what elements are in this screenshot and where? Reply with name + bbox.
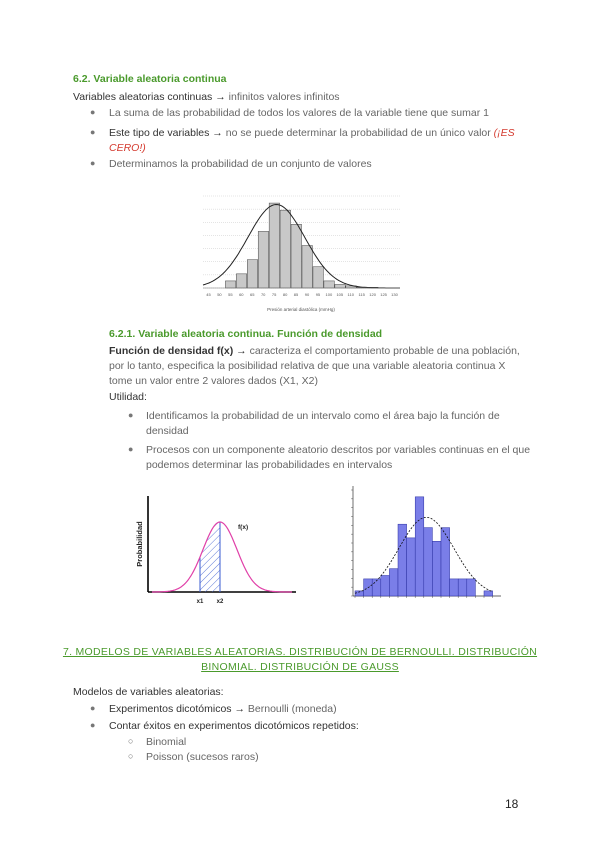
histogram-bar xyxy=(432,541,441,596)
y-axis-label: Probabilidad xyxy=(135,521,144,567)
x-tick-label: 45 xyxy=(206,292,211,297)
histogram-bar xyxy=(389,569,398,596)
x-tick-label: 65 xyxy=(250,292,255,297)
bullet-dot: ● xyxy=(90,107,96,117)
section-title-6-2-1: 6.2.1. Variable aleatoria continua. Función de densidad xyxy=(109,328,383,340)
definition-bold: Función de densidad f(x) → xyxy=(109,345,247,357)
histogram-bar xyxy=(225,281,235,288)
bullet-bold: Este tipo de variables → xyxy=(109,127,223,139)
x-tick-label: 50 xyxy=(217,292,222,297)
intro-bold: Variables aleatorias continuas → xyxy=(73,91,226,103)
bullet-dot: ● xyxy=(90,158,96,168)
histogram-bar xyxy=(280,210,290,288)
bullet-dot: ● xyxy=(128,410,134,420)
sub-bullet-circle: ○ xyxy=(128,736,134,746)
histogram-bar xyxy=(467,579,476,596)
histogram-bar xyxy=(458,579,467,596)
section7-intro: Modelos de variables aleatorias: xyxy=(73,686,224,698)
x-axis-label: Presión arterial diastólica (mmHg) xyxy=(267,307,335,312)
x-tick-label: 100 xyxy=(325,292,333,297)
x-tick-label: 75 xyxy=(271,292,277,297)
intro-rest: infinitos valores infinitos xyxy=(225,91,340,103)
x-tick-label: 60 xyxy=(239,292,244,297)
section-title-6-2: 6.2. Variable aleatoria continua xyxy=(73,73,227,85)
definition-paragraph xyxy=(109,344,529,389)
x1-label: x1 xyxy=(196,599,204,605)
histogram-bar xyxy=(450,579,459,596)
histogram-bar xyxy=(236,274,246,288)
x-tick-label: 120 xyxy=(369,292,376,297)
x-tick-label: 90 xyxy=(304,292,310,297)
histogram-bar xyxy=(247,260,257,288)
subitem-poisson: Poisson (sucesos raros) xyxy=(146,751,259,763)
density-chart xyxy=(132,488,300,608)
bullet-dot: ● xyxy=(90,720,96,730)
histogram-bar xyxy=(424,528,433,596)
histogram-bar xyxy=(484,591,493,596)
intro-line xyxy=(73,90,340,105)
bullet-dot: ● xyxy=(90,127,96,137)
x-tick-label: 80 xyxy=(282,292,288,297)
item-contar-exitos: Contar éxitos en experimentos dicotómicos repetidos: xyxy=(109,720,359,732)
histogram-bar xyxy=(335,284,345,288)
x-tick-label: 110 xyxy=(347,292,354,297)
bullet-6-2-2 xyxy=(109,126,529,156)
item-rest: Bernoulli (moneda) xyxy=(244,703,337,715)
x2-label: x2 xyxy=(216,599,224,605)
bullet-6-2-1-b: Procesos con un componente aleatorio descritos por variables continuas en el que podemos determinar las probabilidades en intervalos xyxy=(146,444,531,471)
x-tick-label: 85 xyxy=(293,292,299,297)
x-tick-label: 130 xyxy=(391,292,398,297)
subitem-binomial: Binomial xyxy=(146,736,187,748)
utilidad-label: Utilidad: xyxy=(109,391,147,403)
x-tick-label: 125 xyxy=(380,292,387,297)
bullet-6-2-3: Determinamos la probabilidad de un conjunto de valores xyxy=(109,158,372,170)
bullet-dot: ● xyxy=(90,703,96,713)
bullet-dot: ● xyxy=(128,444,134,454)
item-bernoulli xyxy=(109,702,337,717)
bullet-6-2-1-a: Identificamos la probabilidad de un intervalo como el área bajo la función de densidad xyxy=(146,410,500,437)
histogram-chart xyxy=(195,188,405,316)
x-tick-label: 55 xyxy=(228,292,233,297)
histogram-bar xyxy=(381,575,390,596)
histogram-bar xyxy=(291,224,301,288)
x-tick-label: 70 xyxy=(260,292,266,297)
bullet-rest: no se puede determinar la probabilidad de un único valor xyxy=(222,127,494,139)
item-bold: Experimentos dicotómicos → xyxy=(109,703,245,715)
histogram-bar xyxy=(324,281,334,288)
histogram-bar xyxy=(415,497,424,596)
histogram-bar xyxy=(398,524,407,596)
x-tick-label: 95 xyxy=(315,292,321,297)
curve-label: f(x) xyxy=(238,524,249,531)
section-title-7-line2: BINOMIAL. DISTRIBUCIÓN DE GAUSS xyxy=(201,661,399,673)
histogram-bar xyxy=(269,203,279,288)
density-curve xyxy=(152,522,292,592)
histogram-bar xyxy=(407,538,416,596)
bullet-6-2-1: La suma de las probabilidad de todos los valores de la variable tiene que sumar 1 xyxy=(109,107,489,119)
x-tick-label: 115 xyxy=(358,292,365,297)
sub-bullet-circle: ○ xyxy=(128,751,134,761)
histogram-bar xyxy=(302,246,312,288)
x-tick-label: 105 xyxy=(336,292,344,297)
histogram-bar xyxy=(441,528,450,596)
histogram-bar xyxy=(313,267,323,288)
bullet-red-note: (¡ES CERO!) xyxy=(109,127,515,154)
histogram-bar xyxy=(258,231,268,288)
frequency-histogram xyxy=(335,480,503,612)
section-title-7-line1: 7. MODELOS DE VARIABLES ALEATORIAS. DISTRIBUCIÓN DE BERNOULLI. DISTRIBUCIÓN xyxy=(62,646,538,658)
definition-rest: caracteriza el comportamiento probable de una población, por lo tanto, especifica la posibilidad relativa de que una variable aleatoria continua X tome un valor entre 2 valores dados (X1, X2) xyxy=(109,345,520,387)
page-number: 18 xyxy=(505,797,519,811)
histogram-bar xyxy=(372,579,381,596)
